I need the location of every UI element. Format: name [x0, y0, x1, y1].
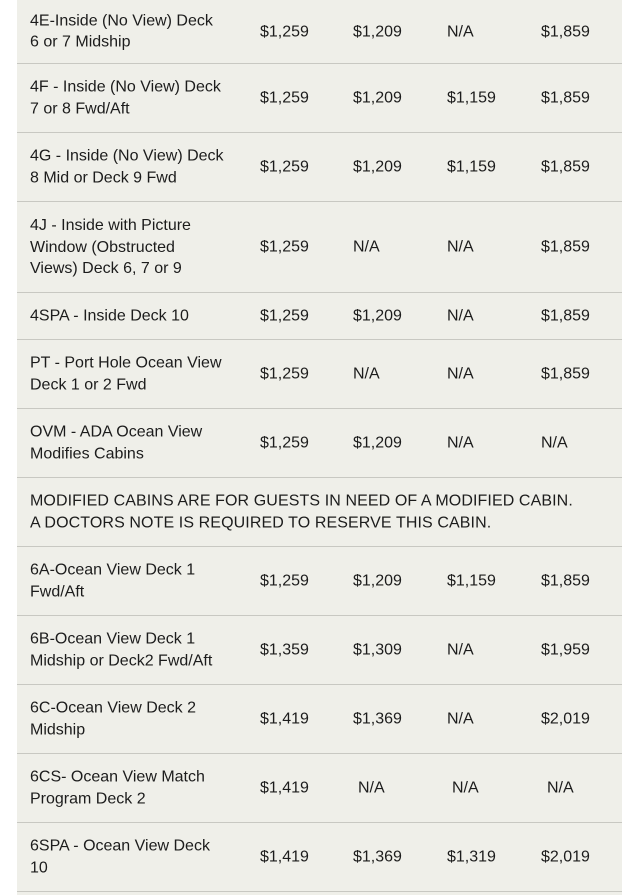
price-col-4: $1,859 — [541, 238, 590, 256]
modified-cabin-note: MODIFIED CABINS ARE FOR GUESTS IN NEED OF A MODIFIED CABIN. A DOCTORS NOTE IS REQUIRED TO RESERVE THIS CABIN. — [30, 492, 573, 531]
price-col-4: $1,859 — [541, 307, 590, 325]
table-row — [17, 685, 622, 754]
cabin-category: 4E-Inside (No View) Deck 6 or 7 Midship — [30, 12, 213, 51]
price-col-3: N/A — [447, 365, 474, 383]
cabin-category: OVM - ADA Ocean View Modifies Cabins — [30, 423, 203, 462]
table-row — [17, 754, 622, 823]
table-row — [17, 409, 622, 478]
cabin-category: 4SPA - Inside Deck 10 — [30, 307, 189, 325]
cabin-category: 4F - Inside (No View) Deck 7 or 8 Fwd/Aft — [30, 78, 221, 117]
price-col-4: $1,859 — [541, 22, 590, 40]
table-row — [17, 616, 622, 685]
price-col-3: N/A — [447, 710, 474, 728]
price-col-4: $1,859 — [541, 158, 590, 176]
price-col-1: $1,359 — [260, 641, 309, 659]
price-col-4: N/A — [541, 434, 568, 452]
cabin-price-table — [17, 0, 622, 892]
price-col-4: $2,019 — [541, 848, 590, 866]
price-col-3: N/A — [447, 307, 474, 325]
table-row — [17, 202, 622, 293]
price-col-3: $1,159 — [447, 89, 496, 107]
price-col-1: $1,259 — [260, 89, 309, 107]
price-col-4: N/A — [547, 779, 574, 797]
price-col-4: $1,959 — [541, 641, 590, 659]
price-col-1: $1,259 — [260, 307, 309, 325]
price-col-1: $1,259 — [260, 22, 309, 40]
price-col-2: $1,209 — [353, 434, 402, 452]
cabin-category: 4J - Inside with Picture Window (Obstructed Views) Deck 6, 7 or 9 — [30, 216, 191, 277]
pricing-panel — [17, 0, 622, 895]
price-col-4: $1,859 — [541, 572, 590, 590]
price-col-3: N/A — [447, 22, 474, 40]
price-col-2: $1,209 — [353, 89, 402, 107]
price-col-1: $1,259 — [260, 572, 309, 590]
price-col-3: $1,159 — [447, 158, 496, 176]
price-col-3: $1,319 — [447, 848, 496, 866]
table-row — [17, 293, 622, 340]
table-row — [17, 340, 622, 409]
price-col-4: $2,019 — [541, 710, 590, 728]
price-col-3: N/A — [447, 434, 474, 452]
price-col-2: $1,209 — [353, 572, 402, 590]
table-row — [17, 547, 622, 616]
price-col-4: $1,859 — [541, 365, 590, 383]
price-col-1: $1,419 — [260, 710, 309, 728]
cabin-category: 6SPA - Ocean View Deck 10 — [30, 837, 210, 876]
price-col-3: N/A — [447, 641, 474, 659]
price-col-2: $1,369 — [353, 710, 402, 728]
price-col-1: $1,259 — [260, 158, 309, 176]
cabin-category: 6B-Ocean View Deck 1 Midship or Deck2 Fwd/Aft — [30, 630, 213, 669]
table-row — [17, 64, 622, 133]
cabin-category: 4G - Inside (No View) Deck 8 Mid or Deck 9 Fwd — [30, 147, 224, 186]
price-col-1: $1,419 — [260, 779, 309, 797]
table-row — [17, 823, 622, 892]
cabin-category: 6CS- Ocean View Match Program Deck 2 — [30, 768, 205, 807]
price-col-3: $1,159 — [447, 572, 496, 590]
price-col-2: $1,369 — [353, 848, 402, 866]
table-row — [17, 0, 622, 64]
price-col-1: $1,419 — [260, 848, 309, 866]
price-col-2: $1,209 — [353, 22, 402, 40]
price-col-2: $1,209 — [353, 158, 402, 176]
cabin-category: 6A-Ocean View Deck 1 Fwd/Aft — [30, 561, 196, 600]
price-col-1: $1,259 — [260, 238, 309, 256]
price-col-3: N/A — [452, 779, 479, 797]
price-col-1: $1,259 — [260, 434, 309, 452]
price-col-1: $1,259 — [260, 365, 309, 383]
cabin-category: 6C-Ocean View Deck 2 Midship — [30, 699, 196, 738]
price-col-2: $1,309 — [353, 641, 402, 659]
cabin-category: PT - Port Hole Ocean View Deck 1 or 2 Fwd — [30, 354, 222, 393]
price-col-2: $1,209 — [353, 307, 402, 325]
price-col-2: N/A — [353, 365, 380, 383]
table-row — [17, 133, 622, 202]
price-col-2: N/A — [353, 238, 380, 256]
modified-cabin-note-row — [17, 478, 622, 547]
price-col-2: N/A — [358, 779, 385, 797]
price-col-4: $1,859 — [541, 89, 590, 107]
price-col-3: N/A — [447, 238, 474, 256]
